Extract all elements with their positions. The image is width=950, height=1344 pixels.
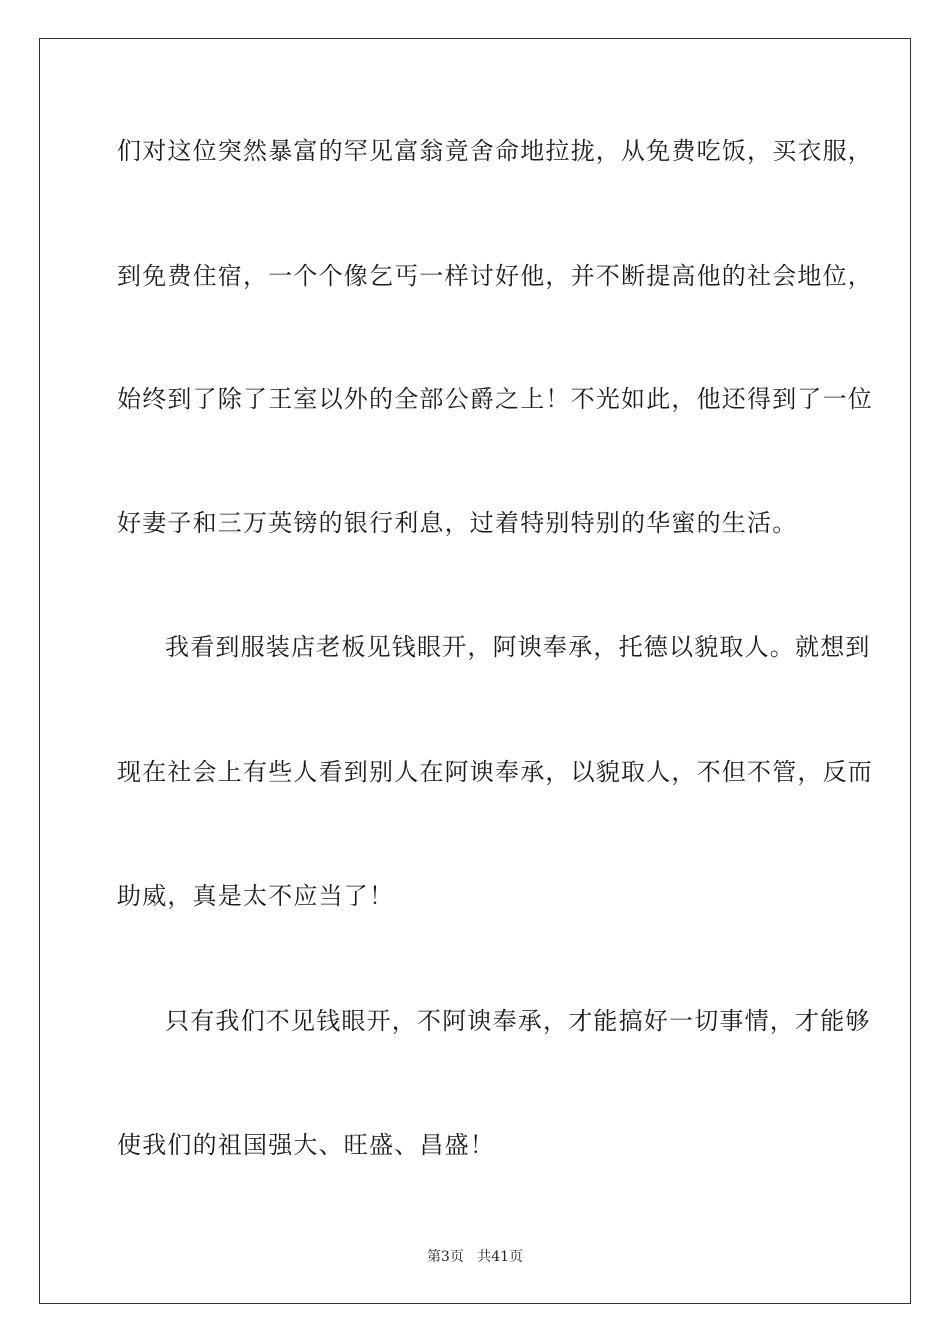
paragraph-1-line-2: 到免费住宿，一个个像乞丐一样讨好他，并不断提高他的社会地位， <box>117 262 873 290</box>
page-footer <box>0 1248 950 1266</box>
paragraph-1-line-3: 始终到了除了王室以外的全部公爵之上！不光如此，他还得到了一位 <box>117 385 873 413</box>
page-border <box>39 38 911 1304</box>
paragraph-2-line-2: 现在社会上有些人看到别人在阿谀奉承，以貌取人，不但不管，反而 <box>117 758 873 786</box>
total-pages: 共41页 <box>477 1249 524 1265</box>
paragraph-3-line-1: 只有我们不见钱眼开，不阿谀奉承，才能搞好一切事情，才能够 <box>165 1007 871 1035</box>
paragraph-1-line-4: 好妻子和三万英镑的银行利息，过着特别特别的华蜜的生活。 <box>117 509 798 537</box>
paragraph-2-line-3: 助威，真是太不应当了！ <box>117 882 395 910</box>
paragraph-2-line-1: 我看到服装店老板见钱眼开，阿谀奉承，托德以貌取人。就想到 <box>165 633 871 661</box>
page-number: 第3页 <box>426 1249 464 1265</box>
paragraph-1-line-1: 们对这位突然暴富的罕见富翁竟舍命地拉拢，从免费吃饭，买衣服， <box>117 137 873 165</box>
paragraph-3-line-2: 使我们的祖国强大、旺盛、昌盛！ <box>117 1131 495 1159</box>
